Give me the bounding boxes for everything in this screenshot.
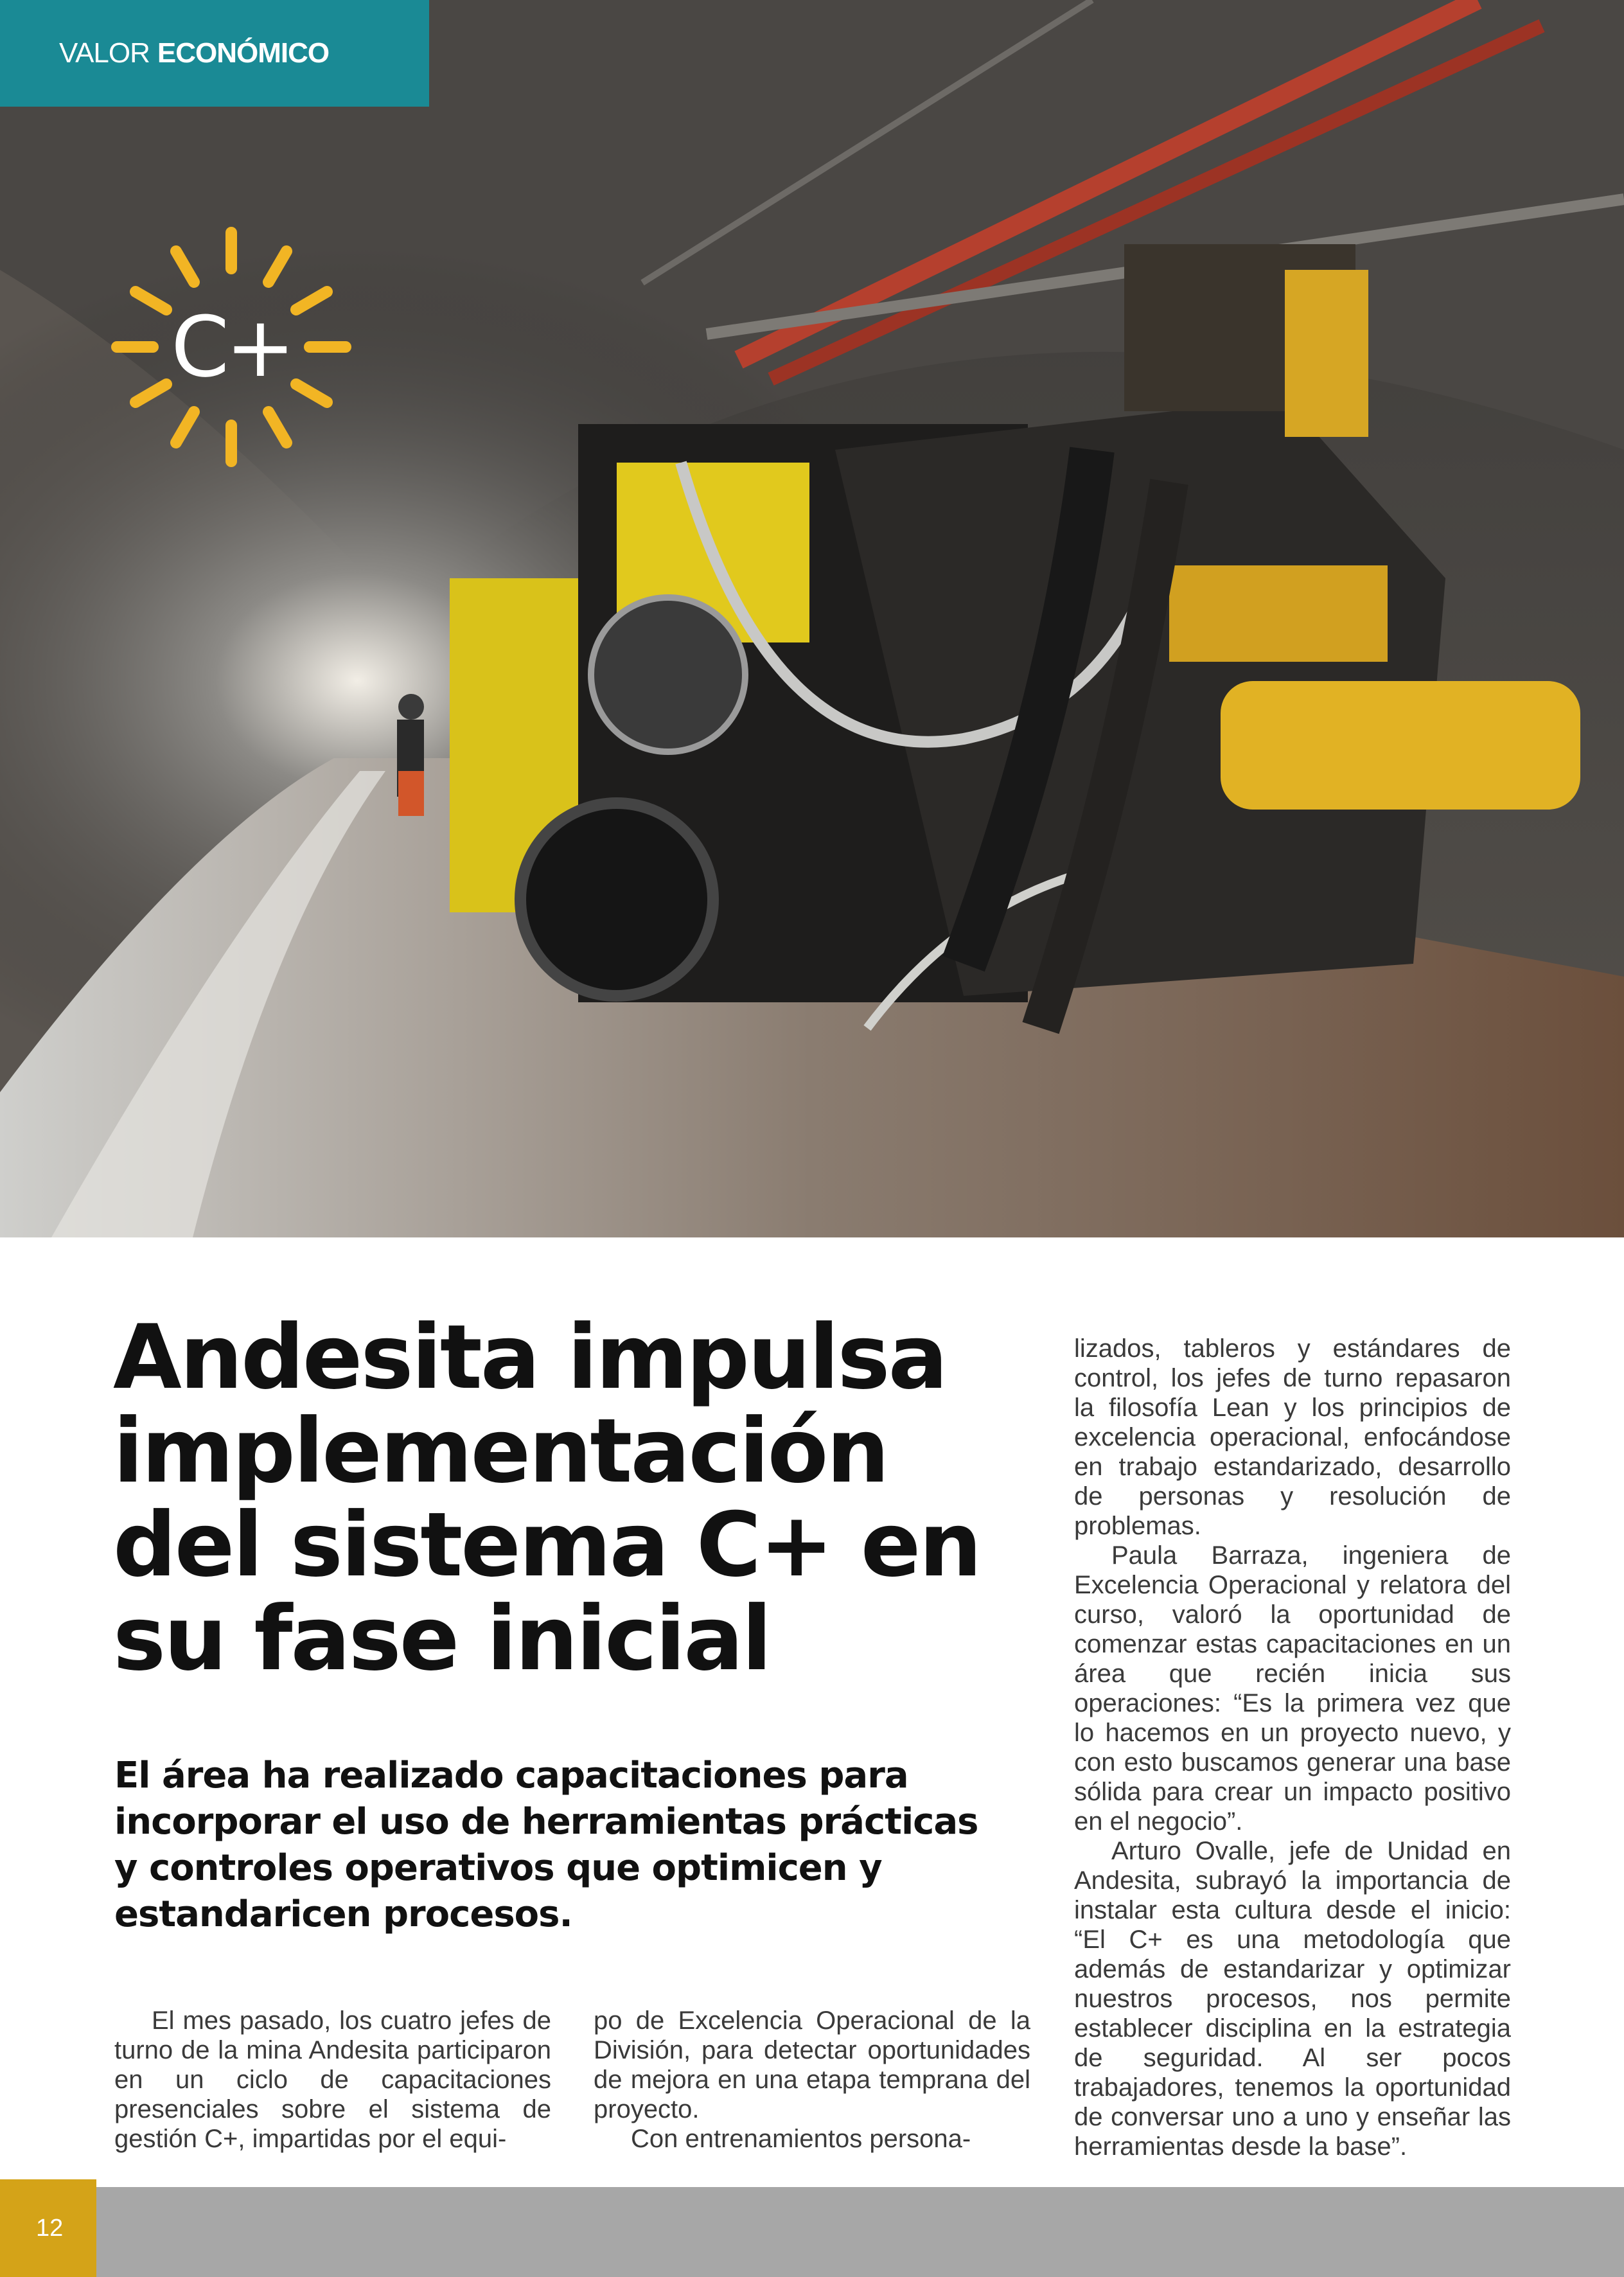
body-paragraph: Con entrenamientos persona- bbox=[631, 2125, 971, 2153]
cplus-logo-text: C+ bbox=[171, 298, 292, 396]
footer-bar bbox=[0, 2187, 1624, 2277]
body-column-2 bbox=[594, 2006, 1030, 2154]
body-paragraph: lizados, tableros y estándares de control, los jefes de turno repasaron la filosofía Lean y los principios de excelencia operacional, enfocándose en trabajo estandarizado, desarrollo de personas y resolución de problemas. bbox=[1074, 1334, 1511, 1540]
section-tab bbox=[0, 0, 429, 107]
body-column-1 bbox=[114, 2006, 551, 2154]
section-label-bold: ECONÓMICO bbox=[157, 37, 330, 69]
cplus-sun-icon bbox=[109, 225, 353, 469]
body-paragraph: Paula Barraza, ingeniera de Excelencia Operacional y relatora del curso, valoró la oportunidad de comenzar estas capacitaciones en un área que recién inicia sus operaciones: “Es la primera vez que lo hacemos en un proyecto nuevo, y con esto buscamos generar una base sólida para crear un impacto positivo en el negocio”. bbox=[1074, 1541, 1511, 1836]
section-label-light: VALOR bbox=[59, 37, 150, 69]
body-paragraph: Arturo Ovalle, jefe de Unidad en Andesita, subrayó la importancia de instalar esta cultura desde el inicio: “El C+ es una metodología que además de estandarizar y optimizar nuestros procesos, nos permite establecer disciplina en la estrategia de seguridad. Al ser pocos trabajadores, tenemos la oportunidad de conversar uno a uno y enseñar las herramientas desde la base”. bbox=[1074, 1837, 1511, 2161]
body-paragraph: po de Excelencia Operacional de la División, para detectar oportunidades de mejora en una etapa temprana del proyecto. bbox=[594, 2007, 1030, 2123]
page-number: 12 bbox=[0, 2179, 96, 2277]
body-column-3 bbox=[1074, 1334, 1511, 2161]
article-headline: Andesita impulsa implementación del sistema C+ en su fase inicial bbox=[113, 1306, 980, 1690]
body-paragraph: El mes pasado, los cuatro jefes de turno de la mina Andesita participaron en un ciclo de capacitaciones presenciales sobre el sistema de gestión C+, impartidas por el equi- bbox=[114, 2007, 551, 2153]
article-subheadline: El área ha realizado capacitaciones para incorporar el uso de herramientas prácticas y controles operativos que optimicen y estandaricen procesos. bbox=[114, 1755, 978, 1935]
